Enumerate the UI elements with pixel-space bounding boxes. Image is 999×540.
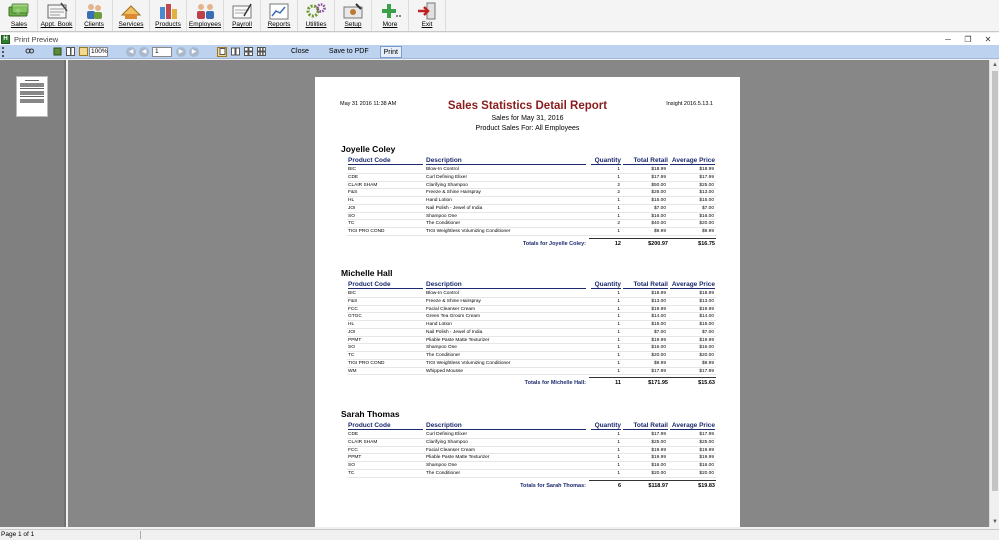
employee-name: Joyelle Coley xyxy=(341,144,396,154)
employees-icon xyxy=(192,1,218,21)
two-page-icon[interactable] xyxy=(230,47,240,57)
totals-rule xyxy=(589,480,716,481)
table-row xyxy=(347,189,716,197)
table-row xyxy=(347,298,716,306)
product-code: CLAIR SHAM xyxy=(348,182,378,188)
zoom-field[interactable]: 100% xyxy=(91,47,108,55)
product-description: Green Tea Groom Cream xyxy=(426,314,481,320)
average-price: $13.00 xyxy=(699,190,714,196)
product-code: SO xyxy=(348,213,355,219)
table-row xyxy=(347,447,716,455)
report-version: Insight 2016.5.13.1 xyxy=(666,101,713,107)
table-row xyxy=(347,360,716,368)
product-description: Pliable Paste Matte Texturizer xyxy=(426,337,490,343)
quantity: 1 xyxy=(617,360,620,366)
product-description: Blow-In Control xyxy=(426,291,459,296)
total-retail: $17.99 xyxy=(651,432,666,437)
average-price: $25.00 xyxy=(699,182,714,188)
table-row xyxy=(347,197,716,205)
quantity: 1 xyxy=(617,329,620,335)
report-page xyxy=(315,77,740,527)
more-label: More xyxy=(382,21,398,28)
total-retail: $19.99 xyxy=(651,306,666,312)
restore-icon[interactable]: ❐ xyxy=(964,34,972,44)
services-button[interactable] xyxy=(113,0,150,31)
table-row xyxy=(347,182,716,190)
totals-row xyxy=(341,480,716,492)
totals-retail: $118.97 xyxy=(648,482,668,489)
money-icon xyxy=(6,1,32,21)
total-retail: $17.99 xyxy=(651,368,666,374)
status-separator xyxy=(140,531,141,539)
toolbar-grip[interactable] xyxy=(2,47,6,57)
quantity: 1 xyxy=(617,337,620,343)
table-row xyxy=(347,470,716,478)
product-code: JOI xyxy=(348,205,356,211)
quantity: 1 xyxy=(617,167,620,172)
totals-row xyxy=(341,238,716,250)
close-icon[interactable]: ✕ xyxy=(984,34,992,44)
total-retail: $7.00 xyxy=(653,329,666,335)
table-row xyxy=(347,454,716,462)
quantity: 1 xyxy=(617,306,620,312)
quantity: 1 xyxy=(617,213,620,219)
total-retail: $20.00 xyxy=(651,353,666,358)
totals-quantity: 12 xyxy=(614,240,621,247)
total-retail: $16.00 xyxy=(651,345,666,351)
average-price: $17.99 xyxy=(699,432,714,437)
document-pane xyxy=(68,60,989,527)
table-header xyxy=(341,422,716,431)
average-price: $7.00 xyxy=(701,329,714,335)
clients-icon xyxy=(81,1,107,21)
main-toolbar xyxy=(0,0,999,32)
six-page-icon[interactable] xyxy=(256,47,266,57)
scroll-down-icon[interactable]: ▼ xyxy=(992,519,998,525)
product-code: WM xyxy=(348,368,357,374)
average-price: $16.00 xyxy=(699,345,714,351)
reports-label: Reports xyxy=(267,21,291,28)
thumbnail-pane xyxy=(0,60,66,527)
total-retail: $26.00 xyxy=(651,190,666,196)
product-description: Blow-In Control xyxy=(426,167,459,172)
page-count-status: Page 1 of 1 xyxy=(1,531,35,538)
total-retail: $16.00 xyxy=(651,213,666,219)
product-description: Shampoo One xyxy=(426,345,457,351)
header-product-code: Product Code xyxy=(348,422,423,430)
employees-button[interactable] xyxy=(187,0,224,31)
table-row xyxy=(347,352,716,360)
header-product-code: Product Code xyxy=(348,281,423,289)
product-description: Nail Polish - Jewel of India xyxy=(426,329,483,335)
sales-label: Sales xyxy=(10,21,28,28)
table-row xyxy=(347,462,716,470)
total-retail: $19.99 xyxy=(651,447,666,453)
total-retail: $17.99 xyxy=(651,174,666,180)
product-description: Freeze & Shine Hairspray xyxy=(426,190,481,196)
table-row xyxy=(347,228,716,236)
total-retail: $13.00 xyxy=(651,298,666,304)
product-description: Clarifying Shampoo xyxy=(426,182,468,188)
quantity: 2 xyxy=(617,182,620,188)
scroll-up-icon[interactable]: ▲ xyxy=(992,62,998,68)
print-preview-toolbar xyxy=(0,45,999,59)
employee-section xyxy=(341,268,716,389)
quantity: 1 xyxy=(617,298,620,304)
employee-section xyxy=(341,409,716,492)
average-price: $25.00 xyxy=(699,439,714,445)
quantity: 1 xyxy=(617,439,620,445)
product-description: Nail Polish - Jewel of India xyxy=(426,205,483,211)
products-icon xyxy=(155,1,181,21)
average-price: $20.00 xyxy=(699,221,714,227)
product-code: TIGI PRO COND xyxy=(348,229,385,234)
report-subtitle: Sales for May 31, 2016 xyxy=(491,115,564,122)
payroll-label: Payroll xyxy=(232,21,252,28)
zoom-icon[interactable] xyxy=(78,47,88,57)
average-price: $9.99 xyxy=(701,229,714,234)
header-total-retail: Total Retail xyxy=(623,422,668,430)
more-button[interactable] xyxy=(372,0,409,31)
services-icon xyxy=(118,1,144,21)
sales-button[interactable] xyxy=(1,0,38,31)
product-code: PPMT xyxy=(348,455,362,461)
header-description: Description xyxy=(426,422,586,430)
product-code: HL xyxy=(348,322,355,327)
total-retail: $14.00 xyxy=(651,314,666,320)
totals-quantity: 11 xyxy=(615,380,621,387)
product-description: Curl Defining Elixer xyxy=(426,432,468,437)
totals-average: $19.83 xyxy=(698,482,715,489)
product-description: The Conditioner xyxy=(426,353,461,358)
close-preview-button[interactable]: Close xyxy=(291,47,309,55)
header-description: Description xyxy=(426,157,586,165)
employee-section xyxy=(341,144,716,250)
totals-average: $15.63 xyxy=(698,380,715,387)
quantity: 1 xyxy=(617,470,620,476)
total-retail: $16.00 xyxy=(651,463,666,468)
product-description: TIGI Weightless Volumizing Conditioner xyxy=(426,360,511,366)
table-row xyxy=(347,431,716,439)
average-price: $14.00 xyxy=(699,314,714,320)
average-price: $17.99 xyxy=(699,368,714,374)
average-price: $13.00 xyxy=(699,298,714,304)
setup-icon xyxy=(340,1,366,21)
quantity: 1 xyxy=(617,314,620,320)
totals-rule xyxy=(589,377,716,378)
totals-row xyxy=(341,377,716,389)
plus-icon xyxy=(377,1,403,21)
average-price: $15.00 xyxy=(699,322,714,327)
header-quantity: Quantity xyxy=(591,422,621,430)
table-row xyxy=(347,174,716,182)
save-to-pdf-button[interactable]: Save to PDF xyxy=(328,47,369,55)
totals-retail: $200.97 xyxy=(648,240,668,247)
quantity: 1 xyxy=(617,345,620,351)
products-button[interactable] xyxy=(150,0,187,31)
employees-label: Employees xyxy=(188,21,222,28)
table-header xyxy=(341,157,716,166)
quantity: 1 xyxy=(617,368,620,374)
totals-rule xyxy=(589,238,716,239)
payroll-icon xyxy=(229,1,255,21)
product-code: CDE xyxy=(348,432,359,437)
total-retail: $19.99 xyxy=(651,455,666,461)
find-icon[interactable] xyxy=(24,47,34,57)
total-retail: $19.99 xyxy=(651,337,666,343)
average-price: $20.00 xyxy=(699,470,714,476)
totals-average: $16.75 xyxy=(698,240,715,247)
product-description: Facial Cleanser Cream xyxy=(426,447,476,453)
header-total-retail: Total Retail xyxy=(623,157,668,165)
product-description: The Conditioner xyxy=(426,221,461,227)
total-retail: $9.99 xyxy=(653,229,666,234)
product-description: The Conditioner xyxy=(426,470,461,476)
last-page-icon[interactable]: ▶ xyxy=(189,47,199,57)
header-average-price: Average Price xyxy=(671,157,715,164)
utilities-button[interactable] xyxy=(298,0,335,31)
average-price: $19.99 xyxy=(699,455,714,461)
minimize-icon[interactable]: ─ xyxy=(945,34,951,44)
quantity: 1 xyxy=(617,447,620,453)
product-description: Shampoo One xyxy=(426,463,457,468)
product-code: CLAIR SHAM xyxy=(348,439,378,445)
header-description: Description xyxy=(426,281,586,289)
total-retail: $15.00 xyxy=(651,322,666,327)
product-code: TC xyxy=(348,470,355,476)
header-product-code: Product Code xyxy=(348,157,423,165)
product-description: Shampoo One xyxy=(426,213,457,219)
appt-book-label: Appt. Book xyxy=(40,21,73,28)
services-label: Services xyxy=(118,21,144,28)
print-preview-titlebar xyxy=(0,33,999,45)
table-row xyxy=(347,290,716,298)
quantity: 1 xyxy=(617,322,620,327)
total-retail: $50.00 xyxy=(651,182,666,188)
appointment-book-icon xyxy=(44,1,70,21)
reports-button[interactable] xyxy=(261,0,298,31)
total-retail: $18.99 xyxy=(651,291,666,296)
quantity: 1 xyxy=(617,174,620,180)
average-price: $19.99 xyxy=(699,306,714,312)
quantity: 1 xyxy=(617,432,620,437)
status-bar xyxy=(0,529,999,540)
average-price: $17.99 xyxy=(699,174,714,180)
table-row xyxy=(347,337,716,345)
total-retail: $15.00 xyxy=(651,198,666,203)
window-title: Print Preview xyxy=(14,34,59,44)
table-row xyxy=(347,344,716,352)
page-number-field[interactable]: 1 xyxy=(152,47,172,57)
exit-door-icon xyxy=(414,1,440,21)
product-description: Whipped Mousse xyxy=(426,368,464,374)
product-description: Hand Lotion xyxy=(426,198,452,203)
page-thumbnail[interactable] xyxy=(16,76,48,117)
product-code: SO xyxy=(348,463,355,468)
product-code: CDE xyxy=(348,174,359,180)
quantity: 1 xyxy=(617,353,620,358)
setup-label: Setup xyxy=(344,21,362,28)
employee-name: Sarah Thomas xyxy=(341,409,400,419)
utilities-label: Utilities xyxy=(305,21,327,28)
products-label: Products xyxy=(155,21,181,28)
product-code: GTGC xyxy=(348,314,362,320)
report-datetime: May 31 2016 11:38 AM xyxy=(340,101,397,107)
quantity: 1 xyxy=(617,291,620,296)
product-code: FCC xyxy=(348,306,358,312)
average-price: $18.99 xyxy=(699,167,714,172)
product-code: SO xyxy=(348,345,355,351)
product-description: Pliable Paste Matte Texturizer xyxy=(426,455,490,461)
totals-label: Totals for Joyelle Coley: xyxy=(522,240,586,247)
gears-icon xyxy=(303,1,329,21)
average-price: $20.00 xyxy=(699,353,714,358)
average-price: $18.99 xyxy=(699,291,714,296)
product-code: F&S xyxy=(348,298,358,304)
table-row xyxy=(347,439,716,447)
product-description: Clarifying Shampoo xyxy=(426,439,468,445)
product-code: BIC xyxy=(348,291,356,296)
table-row xyxy=(347,306,716,314)
report-filter: Product Sales For: All Employees xyxy=(475,125,580,132)
product-code: TC xyxy=(348,221,355,227)
setup-button[interactable] xyxy=(335,0,372,31)
average-price: $15.00 xyxy=(699,198,714,203)
next-page-icon[interactable]: ▶ xyxy=(176,47,186,57)
report-title: Sales Statistics Detail Report xyxy=(447,100,608,112)
product-description: Hand Lotion xyxy=(426,322,452,327)
product-code: BIC xyxy=(348,167,356,172)
quantity: 2 xyxy=(617,221,620,227)
total-retail: $25.00 xyxy=(651,439,666,445)
quantity: 1 xyxy=(617,205,620,211)
employee-name: Michelle Hall xyxy=(341,268,393,278)
appt-book-button[interactable] xyxy=(38,0,76,31)
total-retail: $18.99 xyxy=(651,167,666,172)
four-page-icon[interactable] xyxy=(243,47,253,57)
print-button[interactable]: Print xyxy=(380,46,402,58)
multipage-icon[interactable] xyxy=(65,47,75,57)
average-price: $7.00 xyxy=(701,205,714,211)
clients-button[interactable] xyxy=(76,0,113,31)
header-quantity: Quantity xyxy=(591,281,621,289)
header-total-retail: Total Retail xyxy=(623,281,668,289)
quantity: 2 xyxy=(617,190,620,196)
quantity: 1 xyxy=(617,455,620,461)
total-retail: $9.99 xyxy=(653,360,666,366)
scroll-thumb[interactable] xyxy=(992,71,998,491)
single-page-icon[interactable] xyxy=(217,47,227,57)
table-row xyxy=(347,220,716,228)
first-page-icon[interactable]: ◀ xyxy=(126,47,136,57)
total-retail: $7.00 xyxy=(653,205,666,211)
total-retail: $20.00 xyxy=(651,470,666,476)
average-price: $16.00 xyxy=(699,213,714,219)
table-row xyxy=(347,321,716,329)
quantity: 1 xyxy=(617,463,620,468)
table-header xyxy=(341,281,716,290)
totals-label: Totals for Sarah Thomas: xyxy=(520,482,586,489)
window-controls xyxy=(943,33,993,45)
product-code: F&S xyxy=(348,190,358,196)
product-code: TC xyxy=(348,353,355,358)
product-code: FCC xyxy=(348,447,358,453)
app-icon: H xyxy=(1,35,10,44)
product-description: Facial Cleanser Cream xyxy=(426,306,476,312)
product-code: TIGI PRO COND xyxy=(348,360,385,366)
thumbnail-icon[interactable] xyxy=(52,47,62,57)
previous-page-icon[interactable]: ◀ xyxy=(139,47,149,57)
header-quantity: Quantity xyxy=(591,157,621,165)
product-description: Curl Defining Elixer xyxy=(426,174,468,180)
exit-label: Exit xyxy=(421,21,433,28)
total-retail: $40.00 xyxy=(651,221,666,227)
table-row xyxy=(347,205,716,213)
average-price: $9.99 xyxy=(701,360,714,366)
exit-button[interactable] xyxy=(409,0,446,31)
quantity: 1 xyxy=(617,229,620,234)
product-code: JOI xyxy=(348,329,356,335)
product-description: TIGI Weightless Volumizing Conditioner xyxy=(426,229,511,234)
totals-retail: $171.95 xyxy=(648,380,668,387)
product-code: PPMT xyxy=(348,337,362,343)
totals-quantity: 6 xyxy=(617,482,621,489)
average-price: $19.99 xyxy=(699,337,714,343)
quantity: 1 xyxy=(617,198,620,203)
payroll-button[interactable] xyxy=(224,0,261,31)
table-row xyxy=(347,166,716,174)
table-row xyxy=(347,368,716,376)
header-average-price: Average Price xyxy=(671,281,715,288)
table-row xyxy=(347,329,716,337)
product-description: Freeze & Shine Hairspray xyxy=(426,298,481,304)
table-row xyxy=(347,213,716,221)
table-row xyxy=(347,313,716,321)
clients-label: Clients xyxy=(84,21,104,28)
header-average-price: Average Price xyxy=(671,422,715,429)
average-price: $16.00 xyxy=(699,463,714,468)
totals-label: Totals for Michelle Hall: xyxy=(524,380,586,387)
vertical-scrollbar[interactable] xyxy=(989,60,999,527)
reports-icon xyxy=(266,1,292,21)
product-code: HL xyxy=(348,198,355,203)
average-price: $19.99 xyxy=(699,447,714,453)
